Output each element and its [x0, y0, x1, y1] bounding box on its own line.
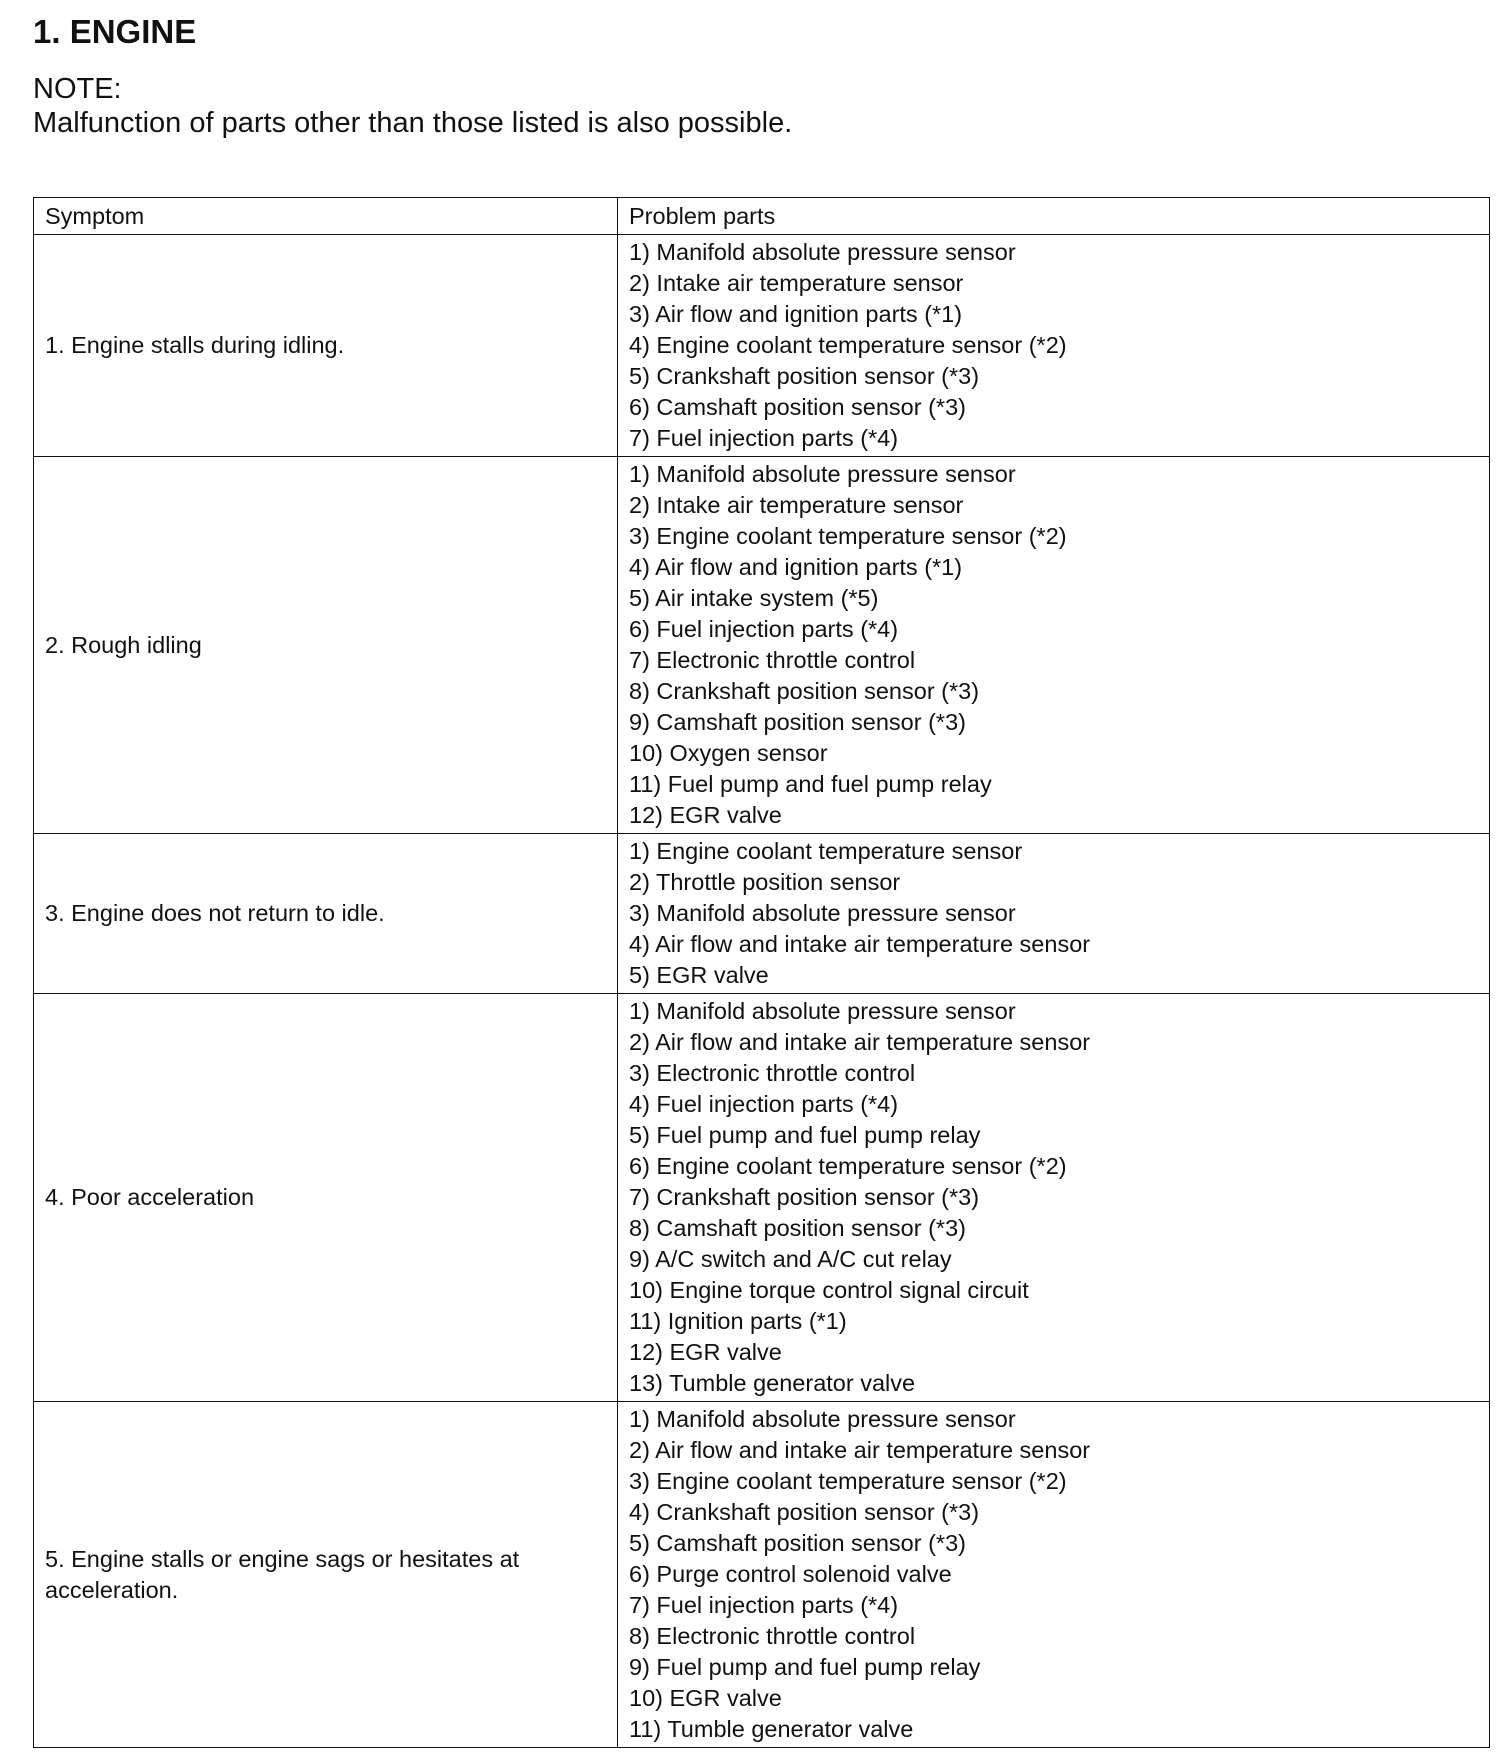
table-row [34, 1402, 1490, 1748]
problem-part-item: 5) Camshaft position sensor (*3) [629, 1530, 966, 1556]
symptom-cell: 5. Engine stalls or engine sags or hesitates at acceleration. [34, 1402, 618, 1748]
symptom-cell: 1. Engine stalls during idling. [34, 235, 618, 457]
problem-parts-cell [618, 834, 1490, 994]
problem-part-item: 4) Air flow and intake air temperature sensor [629, 931, 1091, 957]
problem-part-item: 2) Air flow and intake air temperature sensor [629, 1029, 1091, 1055]
problem-part-item: 3) Air flow and ignition parts (*1) [629, 301, 963, 327]
problem-parts-cell [618, 1402, 1490, 1748]
problem-parts-cell [618, 457, 1490, 834]
problem-part-item: 7) Crankshaft position sensor (*3) [629, 1184, 980, 1210]
problem-part-item: 1) Manifold absolute pressure sensor [629, 239, 1016, 265]
problem-part-item: 3) Electronic throttle control [629, 1060, 916, 1086]
problem-part-item: 8) Crankshaft position sensor (*3) [629, 678, 980, 704]
problem-part-item: 10) EGR valve [629, 1685, 782, 1711]
problem-part-item: 6) Purge control solenoid valve [629, 1561, 952, 1587]
problem-part-item: 6) Fuel injection parts (*4) [629, 616, 899, 642]
problem-parts-cell [618, 994, 1490, 1402]
table-row [34, 834, 1490, 994]
problem-part-item: 10) Engine torque control signal circuit [629, 1277, 1029, 1303]
problem-part-item: 1) Manifold absolute pressure sensor [629, 998, 1016, 1024]
symptom-cell: 2. Rough idling [34, 457, 618, 834]
symptom-table [33, 197, 1490, 1748]
header-row [34, 198, 1490, 235]
header-problem-parts: Problem parts [618, 198, 1490, 235]
problem-part-item: 3) Engine coolant temperature sensor (*2) [629, 523, 1067, 549]
problem-part-item: 1) Manifold absolute pressure sensor [629, 461, 1016, 487]
problem-part-item: 10) Oxygen sensor [629, 740, 828, 766]
problem-part-item: 11) Fuel pump and fuel pump relay [629, 771, 992, 797]
symptom-cell: 4. Poor acceleration [34, 994, 618, 1402]
table-row [34, 994, 1490, 1402]
problem-part-item: 12) EGR valve [629, 802, 782, 828]
table-body [34, 235, 1490, 1748]
table-header [34, 198, 1490, 235]
symptom-cell: 3. Engine does not return to idle. [34, 834, 618, 994]
problem-part-item: 1) Engine coolant temperature sensor [629, 838, 1023, 864]
problem-part-item: 7) Electronic throttle control [629, 647, 916, 673]
problem-part-item: 13) Tumble generator valve [629, 1370, 916, 1396]
problem-part-item: 6) Engine coolant temperature sensor (*2) [629, 1153, 1067, 1179]
problem-parts-list [629, 237, 1489, 454]
section-title: 1. ENGINE [33, 13, 197, 50]
problem-part-item: 12) EGR valve [629, 1339, 782, 1365]
problem-part-item: 8) Electronic throttle control [629, 1623, 916, 1649]
problem-part-item: 4) Air flow and ignition parts (*1) [629, 554, 963, 580]
problem-part-item: 5) Air intake system (*5) [629, 585, 879, 611]
problem-part-item: 5) Fuel pump and fuel pump relay [629, 1122, 981, 1148]
problem-part-item: 4) Engine coolant temperature sensor (*2) [629, 332, 1067, 358]
problem-part-item: 3) Manifold absolute pressure sensor [629, 900, 1016, 926]
problem-parts-cell [618, 235, 1490, 457]
problem-part-item: 8) Camshaft position sensor (*3) [629, 1215, 966, 1241]
problem-part-item: 11) Ignition parts (*1) [629, 1308, 847, 1334]
note-text: Malfunction of parts other than those listed is also possible. [33, 107, 793, 139]
problem-part-item: 9) Fuel pump and fuel pump relay [629, 1654, 981, 1680]
problem-part-item: 2) Intake air temperature sensor [629, 270, 964, 296]
problem-part-item: 4) Crankshaft position sensor (*3) [629, 1499, 980, 1525]
problem-part-item: 2) Intake air temperature sensor [629, 492, 964, 518]
problem-part-item: 7) Fuel injection parts (*4) [629, 1592, 899, 1618]
table-row [34, 457, 1490, 834]
table-row [34, 235, 1490, 457]
problem-part-item: 7) Fuel injection parts (*4) [629, 425, 899, 451]
note-label: NOTE: [33, 73, 122, 105]
problem-part-item: 11) Tumble generator valve [629, 1716, 914, 1742]
header-symptom: Symptom [34, 198, 618, 235]
problem-part-item: 1) Manifold absolute pressure sensor [629, 1406, 1016, 1432]
problem-parts-list [629, 1404, 1489, 1745]
problem-parts-list [629, 996, 1489, 1399]
problem-part-item: 9) A/C switch and A/C cut relay [629, 1246, 952, 1272]
problem-part-item: 5) EGR valve [629, 962, 769, 988]
problem-part-item: 2) Air flow and intake air temperature sensor [629, 1437, 1091, 1463]
problem-part-item: 4) Fuel injection parts (*4) [629, 1091, 899, 1117]
problem-part-item: 3) Engine coolant temperature sensor (*2) [629, 1468, 1067, 1494]
problem-parts-list [629, 836, 1489, 991]
problem-part-item: 9) Camshaft position sensor (*3) [629, 709, 966, 735]
problem-parts-list [629, 459, 1489, 831]
problem-part-item: 6) Camshaft position sensor (*3) [629, 394, 966, 420]
problem-part-item: 5) Crankshaft position sensor (*3) [629, 363, 980, 389]
problem-part-item: 2) Throttle position sensor [629, 869, 901, 895]
